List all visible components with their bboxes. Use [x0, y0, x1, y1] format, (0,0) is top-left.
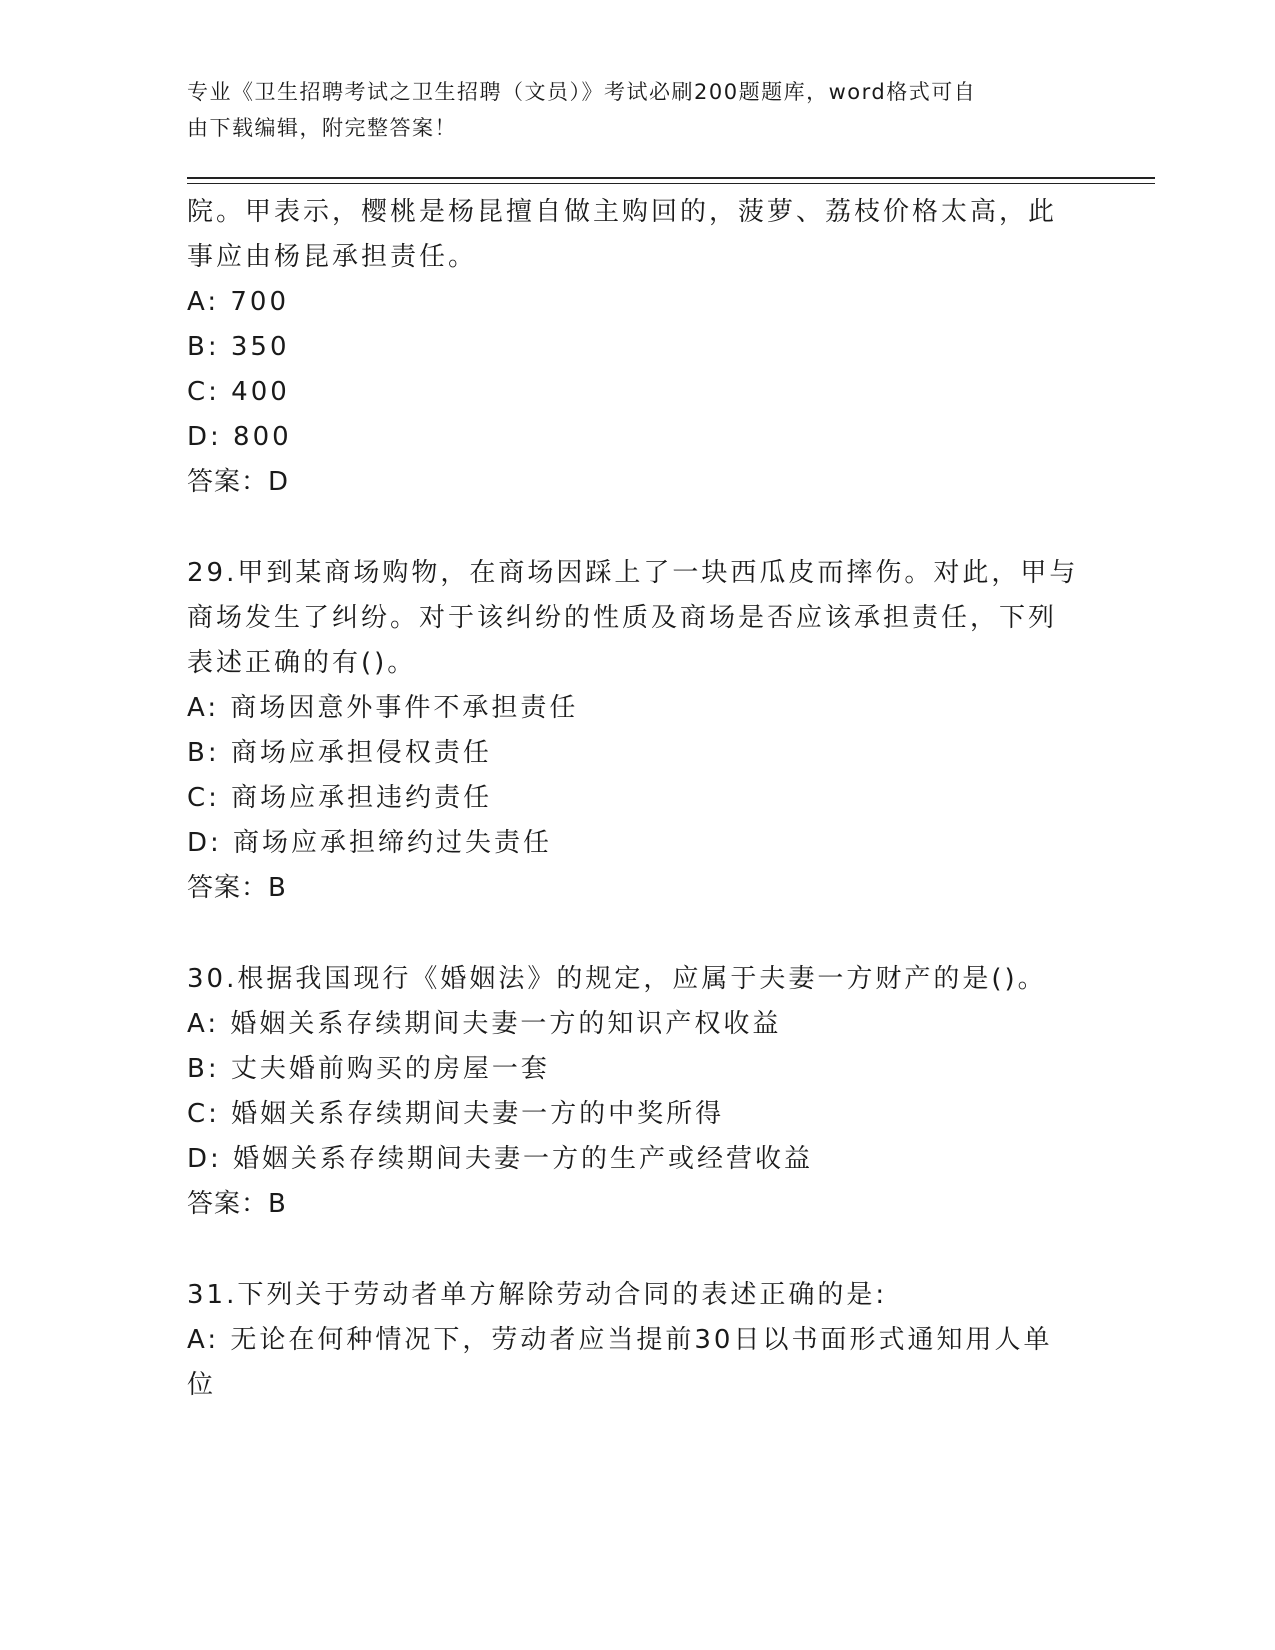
answer-line: 答案：B [187, 873, 287, 903]
question-30 [187, 957, 1087, 1227]
option-d: D: 婚姻关系存续期间夫妻一方的生产或经营收益 [187, 1144, 814, 1174]
option-c: C: 婚姻关系存续期间夫妻一方的中奖所得 [187, 1099, 725, 1129]
question-text-line: 事应由杨昆承担责任。 [187, 242, 478, 272]
option-a: A: 无论在何种情况下，劳动者应当提前30日以书面形式通知用人单 [187, 1325, 1053, 1355]
question-text-line: 30.根据我国现行《婚姻法》的规定，应属于夫妻一方财产的是()。 [187, 964, 1047, 994]
header-rule-thick [187, 177, 1155, 179]
question-gap [187, 911, 1087, 957]
option-c: C: 商场应承担违约责任 [187, 783, 493, 813]
question-text-line: 表述正确的有()。 [187, 648, 417, 678]
option-a: A: 商场因意外事件不承担责任 [187, 693, 579, 723]
question-gap [187, 1227, 1087, 1273]
question-29 [187, 551, 1087, 911]
question-gap [187, 505, 1087, 551]
option-d: D: 商场应承担缔约过失责任 [187, 828, 553, 858]
question-31 [187, 1273, 1087, 1408]
option-b: B: 丈夫婚前购买的房屋一套 [187, 1054, 550, 1084]
option-a: A: 700 [187, 287, 289, 317]
option-b: B: 350 [187, 332, 290, 362]
question-text-line: 31.下列关于劳动者单方解除劳动合同的表述正确的是: [187, 1280, 888, 1310]
header-rule-thin [187, 183, 1155, 184]
question-text-line: 29.甲到某商场购物，在商场因踩上了一块西瓜皮而摔伤。对此，甲与 [187, 558, 1079, 588]
answer-line: 答案：B [187, 1189, 287, 1219]
header-line-2: 由下载编辑，附完整答案！ [187, 116, 457, 140]
option-d: D: 800 [187, 422, 292, 452]
option-a-continued: 位 [187, 1370, 217, 1400]
option-c: C: 400 [187, 377, 290, 407]
question-text-line: 院。甲表示，樱桃是杨昆擅自做主购回的，菠萝、荔枝价格太高，此 [187, 197, 1058, 227]
option-a: A: 婚姻关系存续期间夫妻一方的知识产权收益 [187, 1009, 782, 1039]
question-text-line: 商场发生了纠纷。对于该纠纷的性质及商场是否应该承担责任，下列 [187, 603, 1058, 633]
answer-line: 答案：D [187, 467, 290, 497]
header-line-1: 专业《卫生招聘考试之卫生招聘（文员）》考试必刷200题题库，word格式可自 [187, 80, 977, 104]
option-b: B: 商场应承担侵权责任 [187, 738, 492, 768]
document-header [187, 74, 1067, 146]
question-list [187, 190, 1087, 1408]
question-28 [187, 190, 1087, 505]
